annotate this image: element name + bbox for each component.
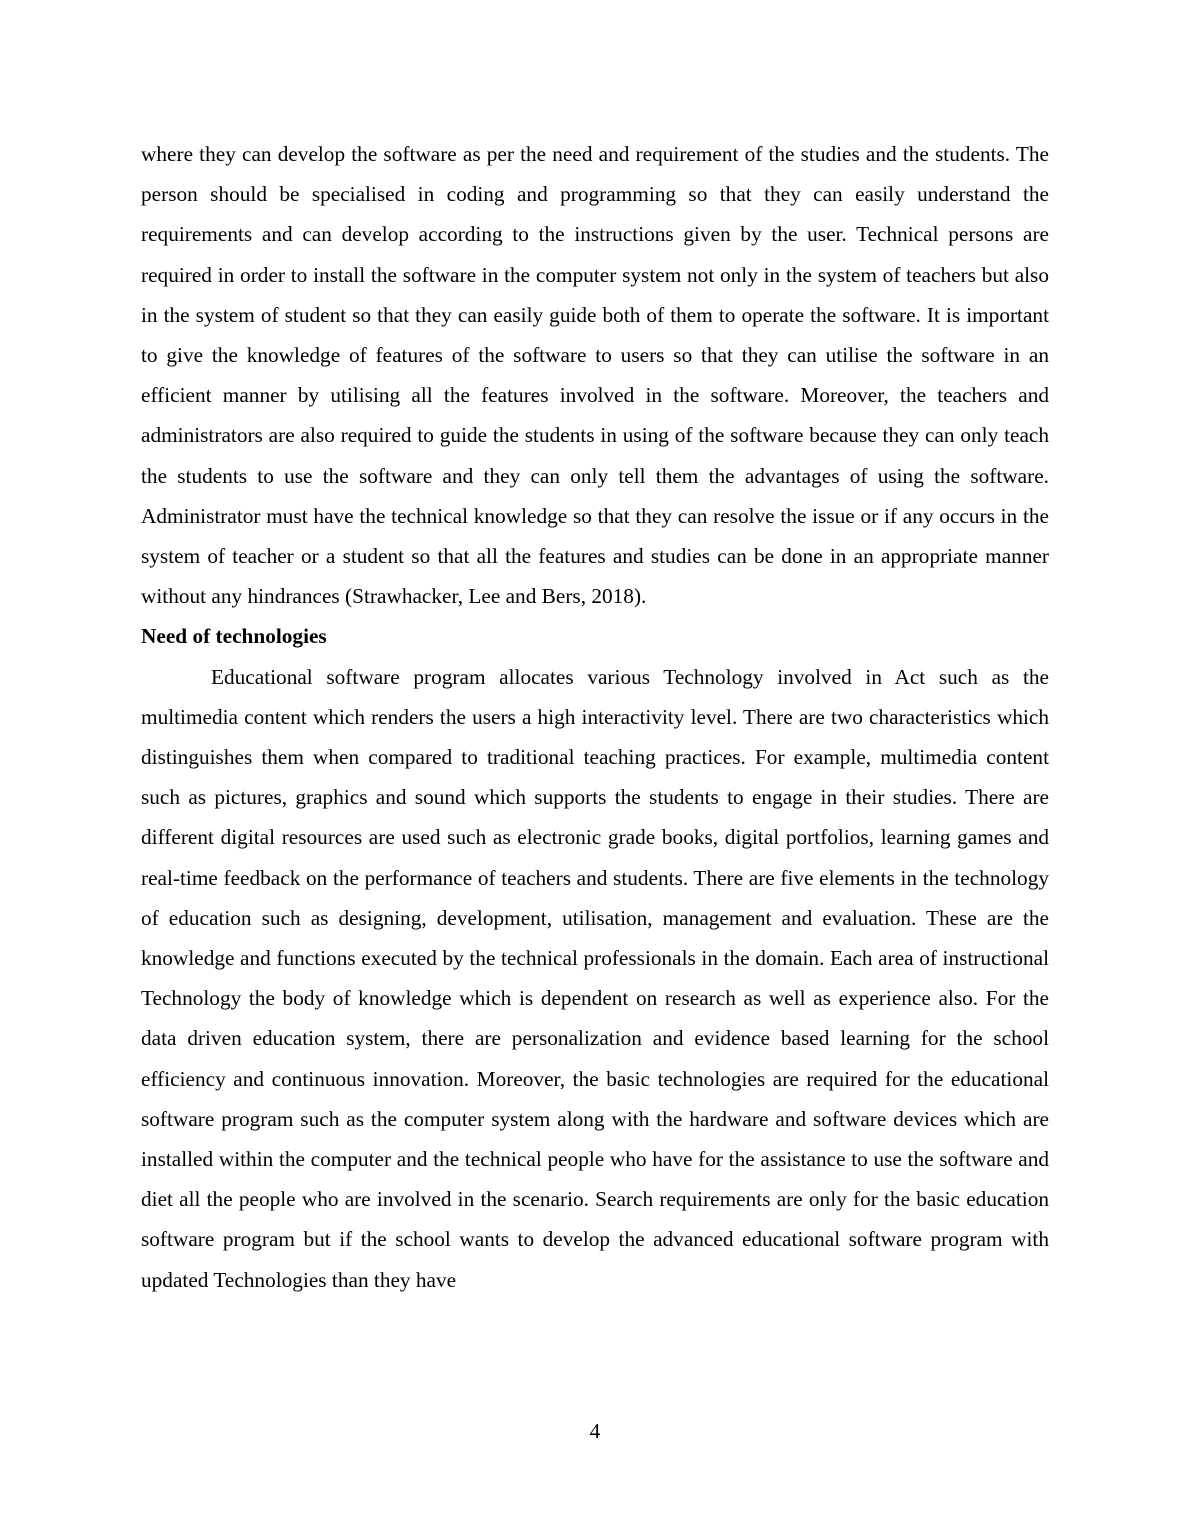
body-paragraph-1: where they can develop the software as per the need and requirement of the studies and the students. The person should be specialised in coding and programming so that they can easily understand the requirements and can develop according to the instructions given by the user. Technical persons are required in order to install the software in the computer system not only in the system of teachers but also in the system of student so that they can easily guide both of them to operate the software. It is important to give the knowledge of features of the software to users so that they can utilise the software in an efficient manner by utilising all the features involved in the software. Moreover, the teachers and administrators are also required to guide the students in using of the software because they can only teach the students to use the software and they can only tell them the advantages of using the software. Administrator must have the technical knowledge so that they can resolve the issue or if any occurs in the system of teacher or a student so that all the features and studies can be done in an appropriate manner without any hindrances (Strawhacker, Lee and Bers, 2018). (141, 142, 1049, 609)
page-content (141, 134, 1049, 1300)
body-paragraph-2: Educational software program allocates various Technology involved in Act such as the multimedia content which renders the users a high interactivity level. There are two characteristics which distinguishes them when compared to traditional teaching practices. For example, multimedia content such as pictures, graphics and sound which supports the students to engage in their studies. There are different digital resources are used such as electronic grade books, digital portfolios, learning games and real-time feedback on the performance of teachers and students. There are five elements in the technology of education such as designing, development, utilisation, management and evaluation. These are the knowledge and functions executed by the technical professionals in the domain. Each area of instructional Technology the body of knowledge which is dependent on research as well as experience also. For the data driven education system, there are personalization and evidence based learning for the school efficiency and continuous innovation. Moreover, the basic technologies are required for the educational software program such as the computer system along with the hardware and software devices which are installed within the computer and the technical people who have for the assistance to use the software and diet all the people who are involved in the scenario. Search requirements are only for the basic education software program but if the school wants to develop the advanced educational software program with updated Technologies than they have (141, 664, 1049, 1292)
section-heading: Need of technologies (141, 624, 327, 649)
page-number: 4 (589, 1419, 601, 1443)
